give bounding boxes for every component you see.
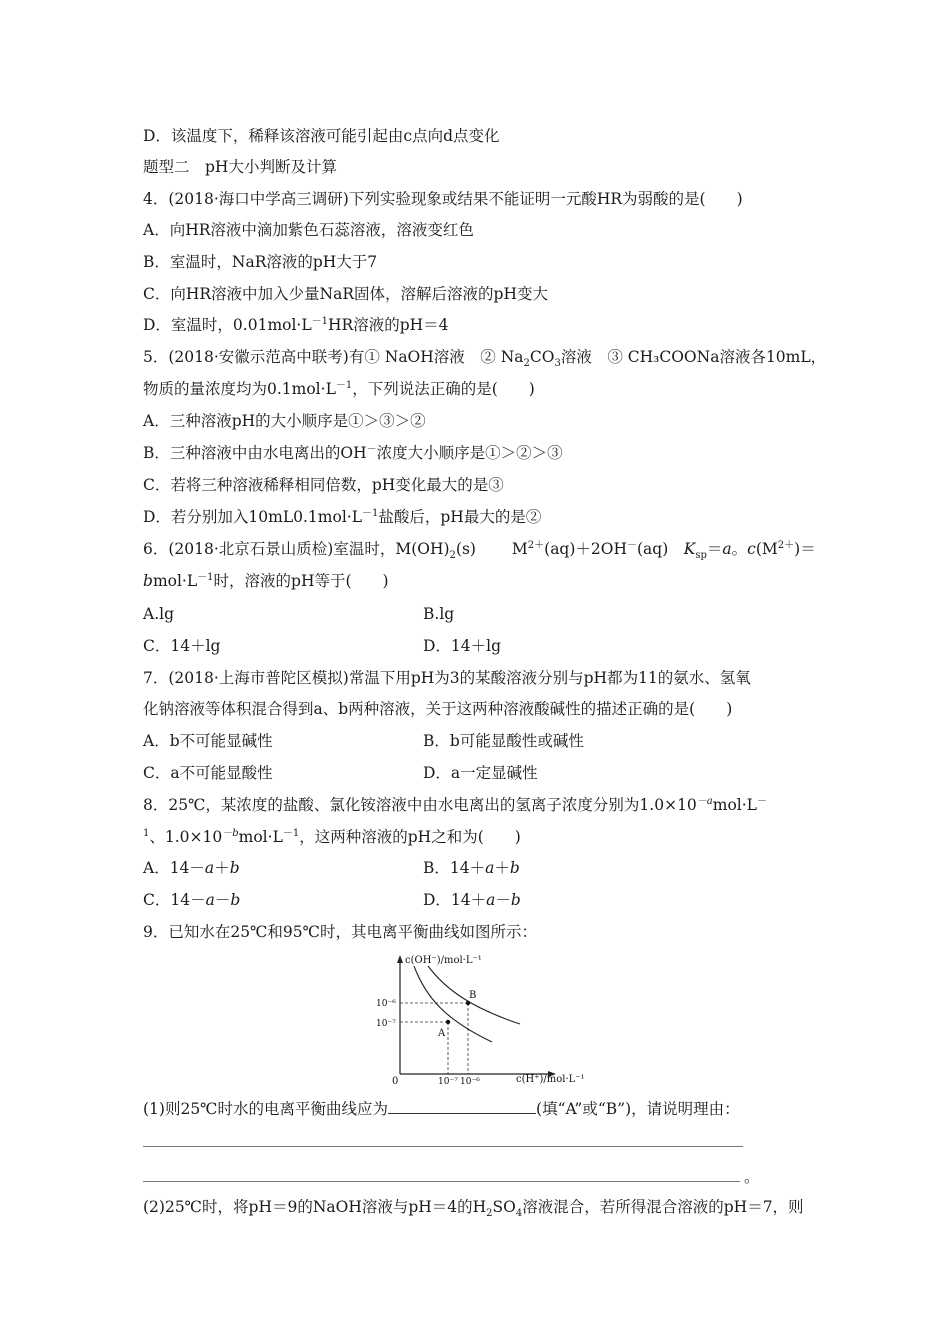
q4-stem: 4．(2018·海口中学高三调研)下列实验现象或结果不能证明一元酸HR为弱酸的是( ) bbox=[143, 190, 743, 208]
q4-option-a: A．向HR溶液中滴加紫色石蕊溶液，溶液变红色 bbox=[143, 221, 474, 239]
q7-option-b: B．b可能显酸性或碱性 bbox=[423, 732, 584, 750]
q6-option-c: C．14＋lg bbox=[143, 637, 221, 655]
q5-option-d: D．若分别加入$10mL0.1mol\cdot L^{-1}$盐酸后，pH最大的是② bbox=[143, 507, 542, 526]
q5-stem-line2: 物质的量浓度均为$0.1mol\cdot L^{-1}$，下列说法正确的是( ) bbox=[143, 379, 535, 398]
point-a bbox=[446, 1020, 450, 1024]
q5-option-c: C．若将三种溶液稀释相同倍数，pH变化最大的是③ bbox=[143, 476, 504, 494]
y-tick-1e-6: 10⁻⁶ bbox=[376, 999, 396, 1009]
q7-stem-line1: 7．(2018·上海市普陀区模拟)常温下用pH为3的某酸溶液分别与pH都为11的氨水、氢氧 bbox=[143, 669, 751, 687]
q9-part1: (1)则25℃时水的电离平衡曲线应为 (填“A”或“B”)，请说明理由： bbox=[143, 1100, 740, 1118]
q9-part2: (2)25℃时，将pH＝9的NaOH溶液与pH＝4的$H_2SO_4$溶液混合，若所得混合溶液的pH＝7，则 bbox=[143, 1198, 804, 1220]
origin-label: 0 bbox=[392, 1076, 399, 1087]
q8-option-c: C．14－a－b bbox=[143, 891, 241, 909]
y-tick-1e-7: 10⁻⁷ bbox=[376, 1019, 396, 1029]
q9-part1-end: 。 bbox=[744, 1168, 760, 1186]
q8-stem-line2: $^1$、$1.0\times 10^{-b}mol\cdot L^{-1}$，这两种溶液的pH之和为( ) bbox=[143, 827, 521, 846]
q4-option-b: B．室温时，NaR溶液的pH大于7 bbox=[143, 253, 378, 271]
y-axis-arrow bbox=[397, 955, 403, 963]
q6-option-b: B.lg bbox=[423, 605, 455, 623]
answer-line-1[interactable] bbox=[143, 1146, 743, 1147]
q4-option-d: D．室温时，$0.01mol\cdot L^{-1}HR$溶液的pH＝4 bbox=[143, 315, 449, 334]
point-b-label: B bbox=[469, 990, 477, 1001]
y-axis-label: c(OH⁻)/mol·L⁻¹ bbox=[405, 955, 482, 966]
q3-option-d: D．该温度下，稀释该溶液可能引起由c点向d点变化 bbox=[143, 127, 500, 145]
answer-blank[interactable] bbox=[388, 1099, 536, 1114]
q7-option-d: D．a一定显碱性 bbox=[423, 764, 538, 782]
q5-option-a: A．三种溶液pH的大小顺序是①＞③＞② bbox=[143, 412, 426, 430]
x-tick-1e-7: 10⁻⁷ bbox=[438, 1077, 458, 1087]
curve-a bbox=[414, 966, 492, 1042]
q5-option-b: B．三种溶液中由水电离出的OH－浓度大小顺序是①＞②＞③ bbox=[143, 443, 563, 462]
q8-option-b: B．14＋a＋b bbox=[423, 859, 520, 877]
answer-line-2[interactable] bbox=[143, 1181, 740, 1182]
q6-stem-line1: 6．(2018·北京石景山质检)室温时，$M(OH)_2(s)$ $M^{2+}(aq)+2OH^-(aq)$ $K_{sp}=a$。$c(M^{2+})=$ bbox=[143, 539, 816, 562]
x-tick-1e-6: 10⁻⁶ bbox=[460, 1077, 480, 1087]
point-b bbox=[466, 1001, 470, 1005]
q7-option-a: A．b不可能显碱性 bbox=[143, 732, 273, 750]
q6-option-d: D．14＋lg bbox=[423, 637, 502, 655]
x-axis-label: c(H⁺)/mol·L⁻¹ bbox=[516, 1074, 585, 1085]
point-a-label: A bbox=[438, 1028, 446, 1039]
q7-stem-line2: 化钠溶液等体积混合得到a、b两种溶液，关于这两种溶液酸碱性的描述正确的是( ) bbox=[143, 700, 733, 718]
q5-stem-line1: 5．(2018·安徽示范高中联考)有① NaOH溶液 ② $Na_2CO_3$溶液 ③ CH₃COONa溶液各10mL， bbox=[143, 348, 827, 370]
q7-option-c: C．a不可能显酸性 bbox=[143, 764, 273, 782]
q6-stem-line2: $bmol\cdot L^{-1}$时，溶液的pH等于( ) bbox=[143, 571, 389, 590]
ionization-curve-graph bbox=[368, 950, 588, 1088]
section-heading: 题型二 pH大小判断及计算 bbox=[143, 158, 337, 176]
q4-option-c: C．向HR溶液中加入少量NaR固体，溶解后溶液的pH变大 bbox=[143, 285, 548, 303]
q9-stem: 9．已知水在25℃和95℃时，其电离平衡曲线如图所示： bbox=[143, 923, 537, 941]
q8-stem-line1: 8．25℃，某浓度的盐酸、氯化铵溶液中由水电离出的氢离子浓度分别为$1.0\times 10^{-a}mol\cdot L^-$ bbox=[143, 795, 767, 814]
q8-option-a: A．14－a＋b bbox=[143, 859, 240, 877]
q8-option-d: D．14＋a－b bbox=[423, 891, 521, 909]
q6-option-a: A.lg bbox=[143, 605, 174, 623]
